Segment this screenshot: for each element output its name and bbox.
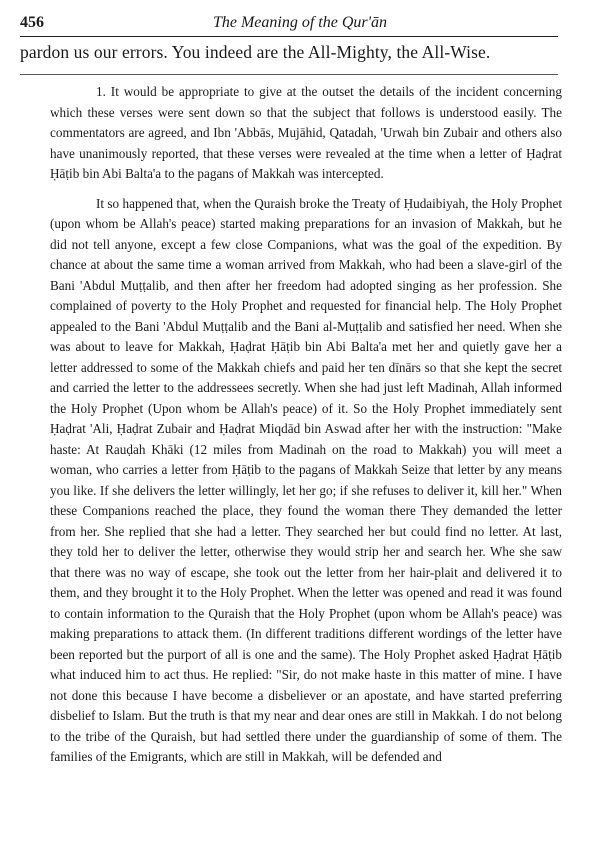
- verse-closing-line: pardon us our errors. You indeed are the All-Mighty, the All-Wise.: [20, 42, 491, 62]
- running-title: The Meaning of the Qur'ān: [212, 14, 388, 31]
- note-paragraph: It so happened that, when the Quraish broke the Treaty of Ḥudaibiyah, the Holy Prophet (upon whom be Allah's peace) started making preparations for an invasion of Makkah, but he did not tell anyone, except a few close Companions, what was the goal of the expedition. By chance at about the same time a woman arrived from Makkah, who had been a slave-girl of the Bani 'Abdul Muṭṭalib, and then after her freedom had adopted singing as her profession. She complained of poverty to the Holy Prophet and requested for financial help. The Holy Prophet appealed to the Bani 'Abdul Muṭṭalib and the Bani al-Muṭṭalib and satisfied her need. When she was about to leave for Makkah, Ḥaḍrat Ḥāṭib bin Abi Balta'a met her and quietly gave her a letter addressed to some of the Makkah chiefs and paid her ten dīnārs so that she kept the secret and carried the letter to the addressees secretly. When she had just left Madinah, Allah informed the Holy Prophet (Upon whom be Allah's peace) of it. So the Holy Prophet immediately sent Ḥaḍrat 'Ali, Ḥaḍrat Zubair and Ḥaḍrat Miqdād bin Aswad after her with the instruction: "Make haste: At Rauḍah Khāki (12 miles from Madinah on the road to Makkah) you will meet a woman, who carries a letter from Ḥāṭib to the pagans of Makkah Seize that letter by any means you like. If she delivers the letter willingly, let her go; if she refuses to deliver it, kill her." When these Companions reached the place, they found the woman there They demanded the letter from her. She replied that she had a letter. They searched her but could find no letter. At last, they told her to deliver the letter, otherwise they would strip her and search her. Whe she saw that there was no way of escape, she took out the letter from her hair-plait and delivered it to them, and they brought it to the Holy Prophet. When the letter was opened and read it was found to contain information to the Quraish that the Holy Prophet (upon whom be Allah's peace) was making preparations to attack them. (In different traditions different wordings of the letter have been reported but the purport of all is one and the same). The Holy Prophet asked Ḥaḍrat Ḥāṭib what induced him to act thus. He replied: "Sir, do not make haste in this matter of mine. I have not done this because I have become a disbeliever or an apostate, and have started preferring disbelief to Islam. But the truth is that my near and dear ones are still in Makkah. I do not belong to the tribe of the Quraish, but had settled there under the guardianship of some of them. The families of the Emigrants, which are still in Makkah, will be defended and: [50, 195, 562, 764]
- page-number: 456: [20, 14, 44, 31]
- notes-divider: [20, 74, 558, 75]
- commentary-notes: [50, 82, 562, 768]
- page-header: [20, 14, 580, 38]
- note-paragraph: 1. It would be appropriate to give at the outset the details of the incident concerning which these verses were sent down so that the subject that follows is understood easily. The commentators are agreed, and Ibn 'Abbās, Mujāhid, Qatadah, 'Urwah bin Zubair and others also have unanimously reported, that these verses were revealed at the time when a letter of Ḥaḍrat Ḥāṭib bin Abi Balta'a to the pagans of Makkah was intercepted.: [50, 84, 562, 181]
- header-rule: [20, 36, 558, 37]
